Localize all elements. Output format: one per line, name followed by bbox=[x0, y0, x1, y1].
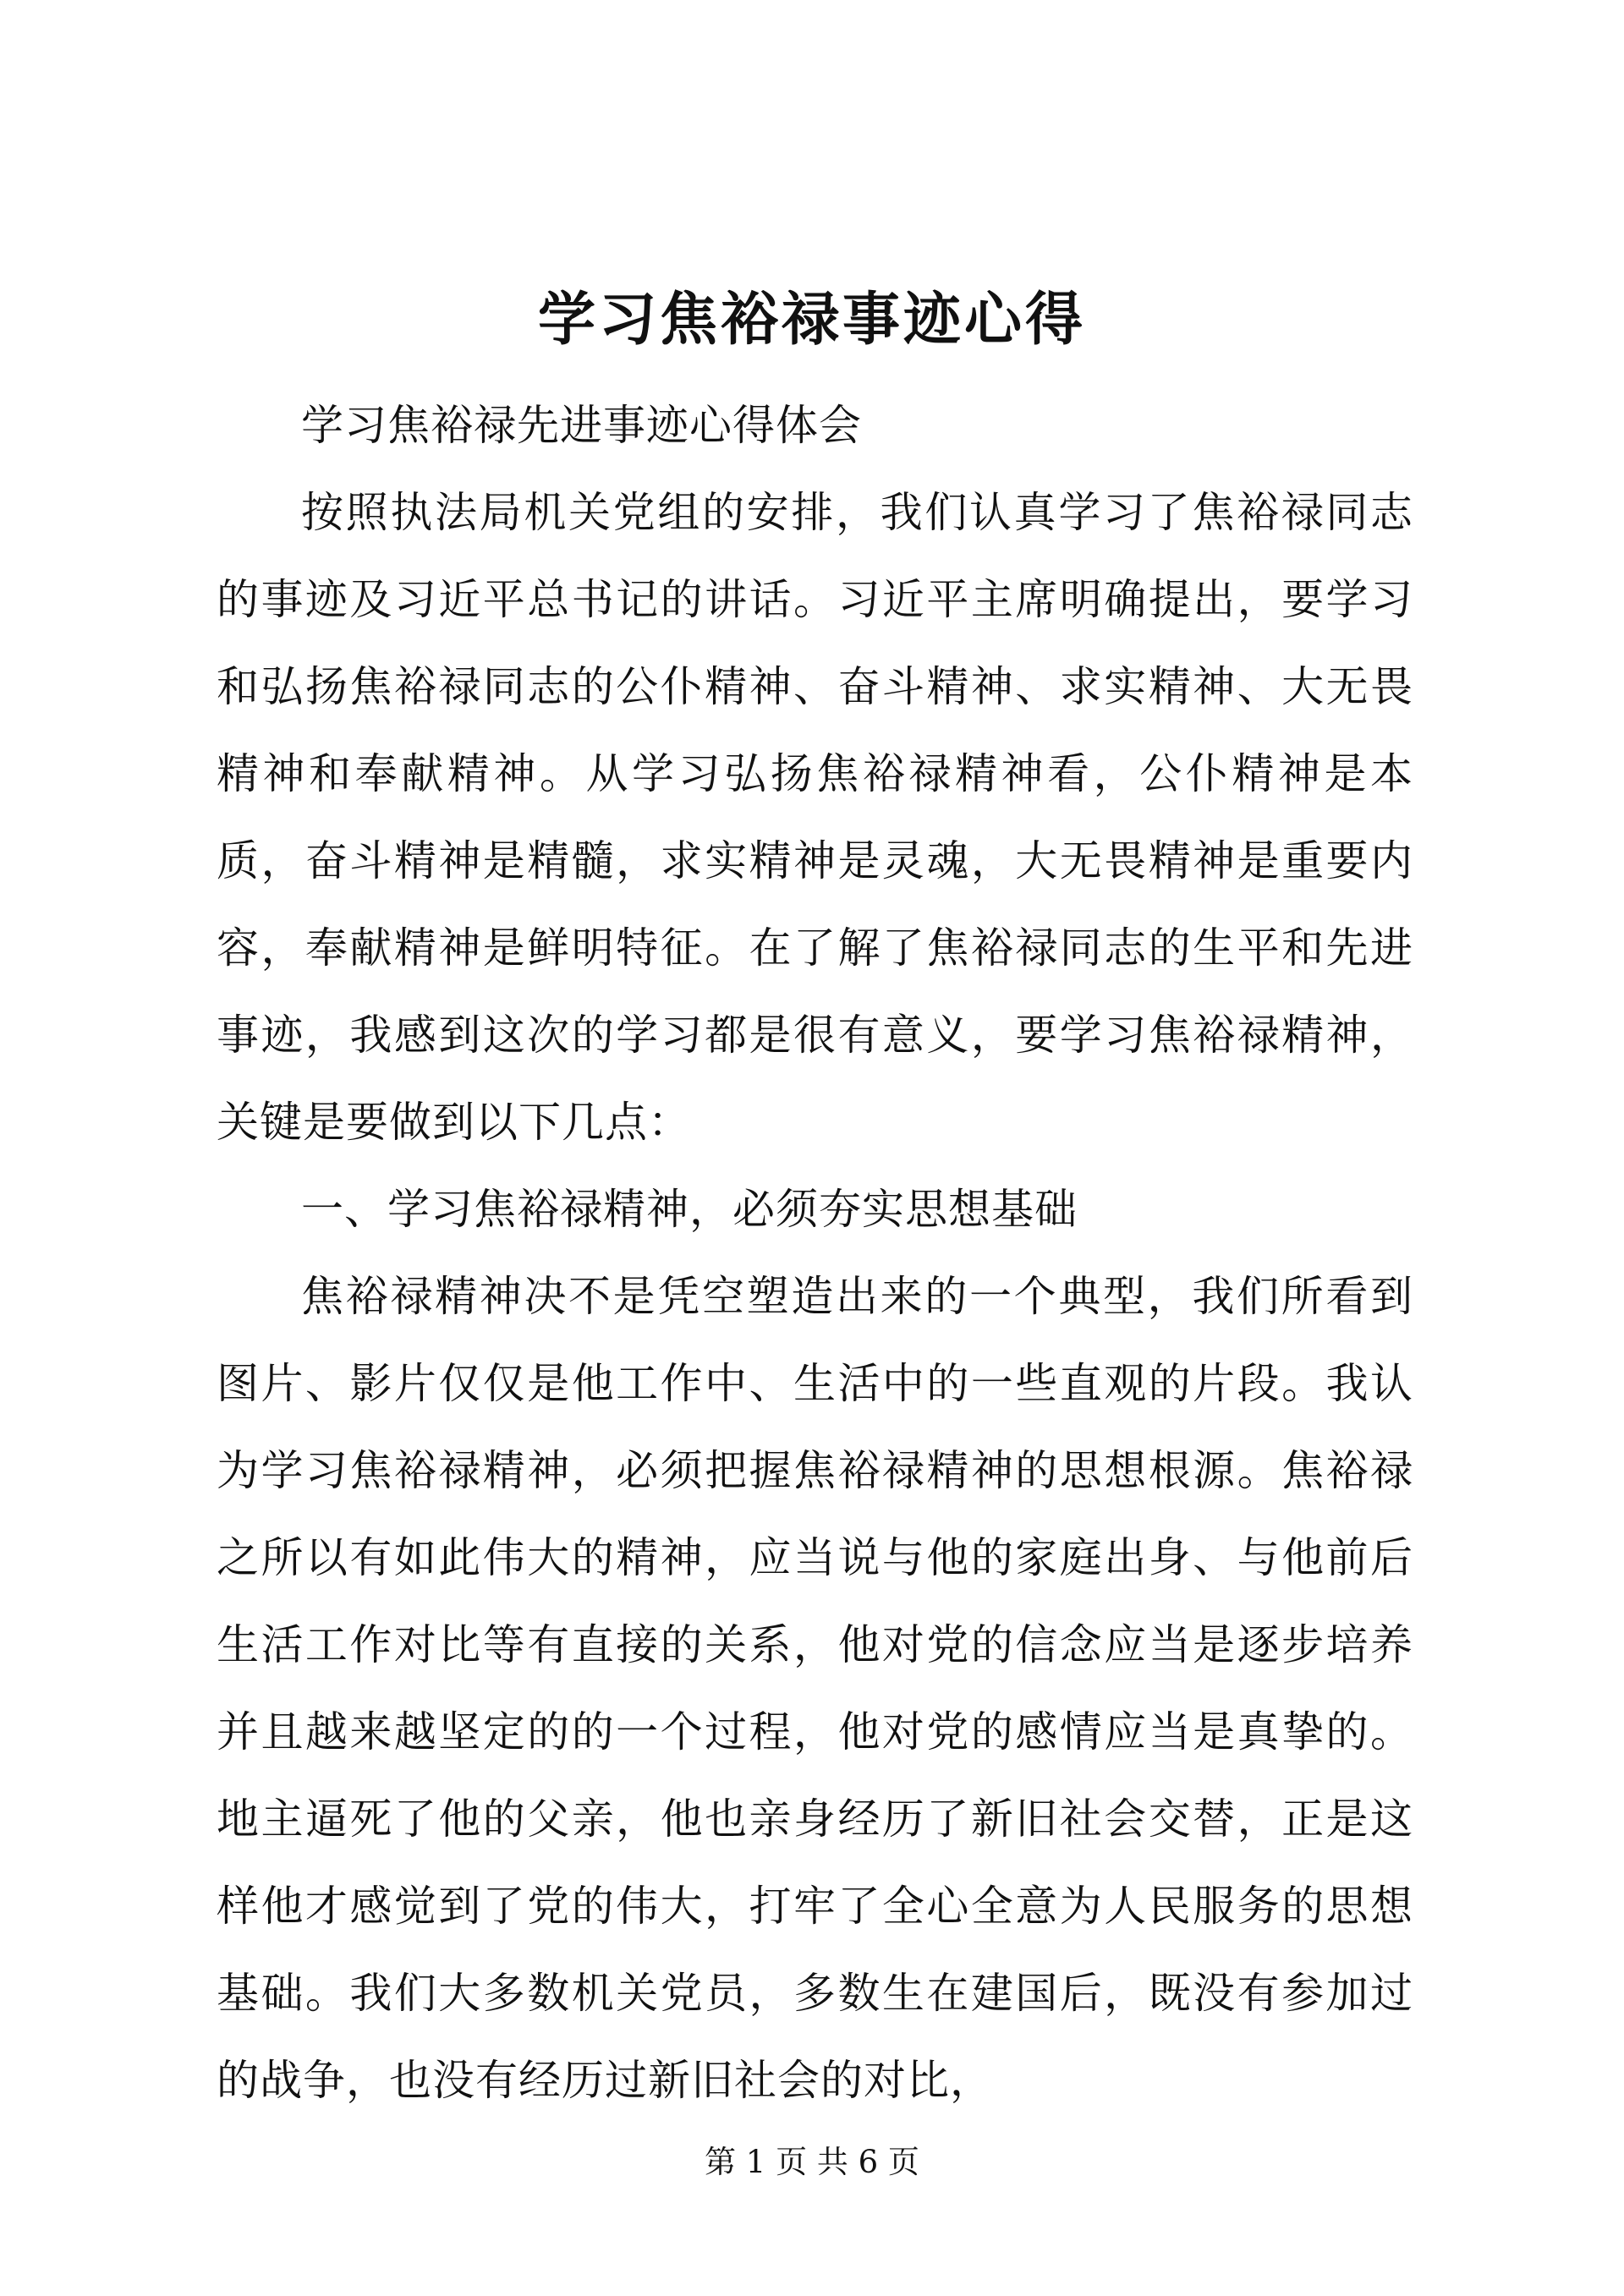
page-footer: 第 1 页 共 6 页 bbox=[705, 2144, 919, 2180]
section-heading-1: 一、学习焦裕禄精神，必须夯实思想基础 bbox=[301, 1185, 1078, 1234]
intro-paragraph: 按照执法局机关党组的安排，我们认真学习了焦裕禄同志的事迹及习近平总书记的讲话。习近平主席明确提出，要学习和弘扬焦裕禄同志的公仆精神、奋斗精神、求实精神、大无畏精神和奉献精神。从学习弘扬焦裕禄精神看，公仆精神是本质，奋斗精神是精髓，求实精神是灵魂，大无畏精神是重要内容，奉献精神是鲜明特征。在了解了焦裕禄同志的生平和先进事迹，我感到这次的学习都是很有意义，要学习焦裕禄精神，关键是要做到以下几点： bbox=[217, 488, 1413, 1147]
section-1-paragraph: 焦裕禄精神决不是凭空塑造出来的一个典型，我们所看到图片、影片仅仅是他工作中、生活中的一些直观的片段。我认为学习焦裕禄精神，必须把握焦裕禄精神的思想根源。焦裕禄之所以有如此伟大的精神，应当说与他的家庭出身、与他前后生活工作对比等有直接的关系，他对党的信念应当是逐步培养并且越来越坚定的的一个过程，他对党的感情应当是真挚的。地主逼死了他的父亲，他也亲身经历了新旧社会交替，正是这样他才感觉到了党的伟大，打牢了全心全意为人民服务的思想基础。我们大多数机关党员，多数生在建国后，既没有参加过的战争，也没有经历过新旧社会的对比， bbox=[217, 1272, 1413, 2105]
subtitle-paragraph: 学习焦裕禄先进事迹心得体会 bbox=[301, 401, 862, 450]
document-title: 学习焦裕禄事迹心得 bbox=[537, 286, 1086, 353]
document-body bbox=[217, 382, 1413, 2124]
